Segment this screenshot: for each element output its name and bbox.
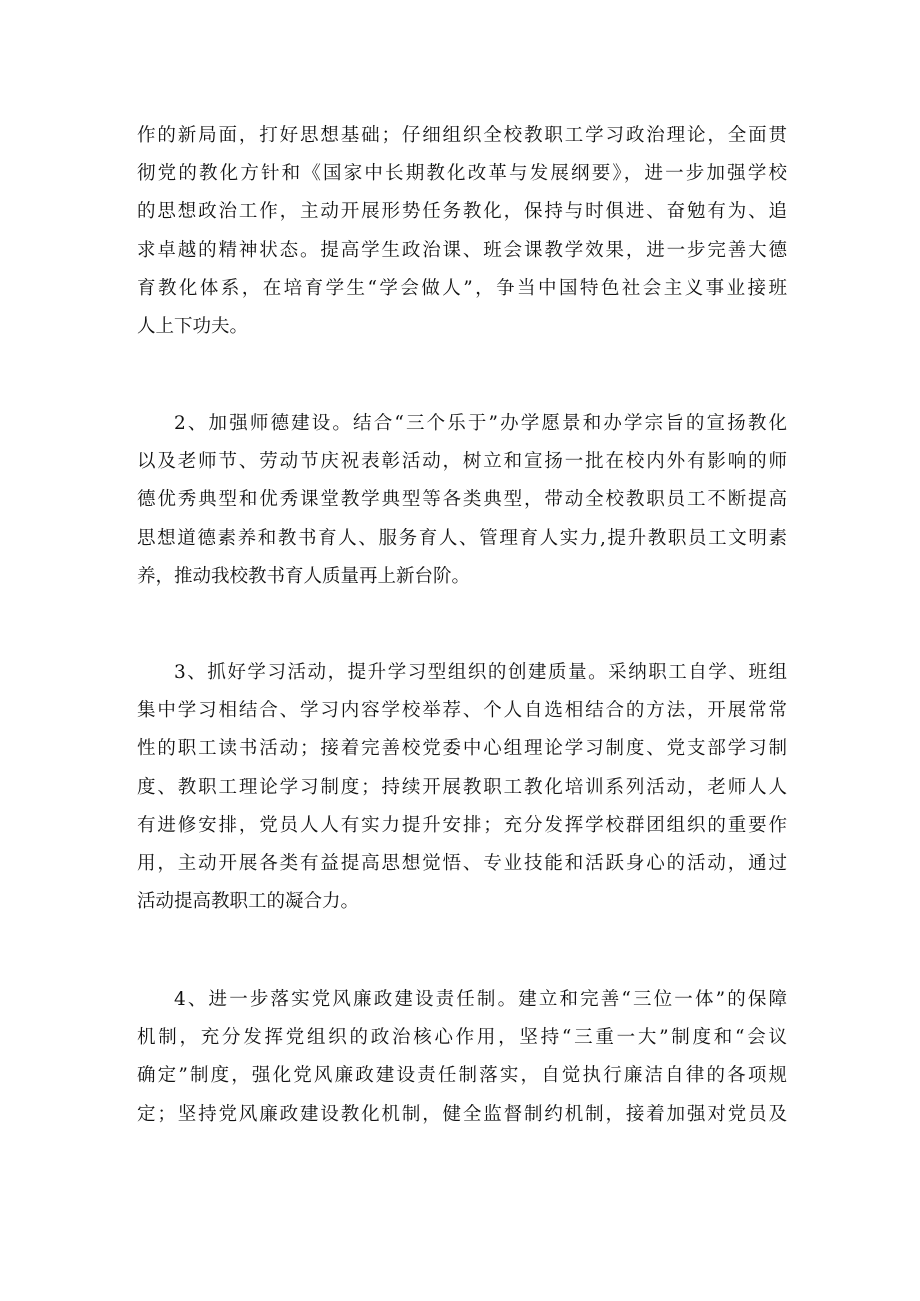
text-line: 性的职工读书活动；接着完善校党委中心组理论学习制度、党支部学习制 bbox=[137, 738, 787, 760]
text-line: 2、加强师德建设。结合“三个乐于”办学愿景和办学宗旨的宣扬教化 bbox=[174, 413, 787, 434]
text-line: 用，主动开展各类有益提高思想觉悟、专业技能和活跃身心的活动，通过 bbox=[137, 852, 787, 874]
text-line: 确定”制度，强化党风廉政建设责任制落实，自觉执行廉洁自律的各项规 bbox=[137, 1065, 787, 1087]
text-line: 的思想政治工作，主动开展形势任务教化，保持与时俱进、奋勉有为、追 bbox=[137, 201, 787, 223]
text-line: 度、教职工理论学习制度；持续开展教职工教化培训系列活动，老师人人 bbox=[137, 776, 787, 798]
text-line: 育教化体系，在培育学生“学会做人”，争当中国特色社会主义事业接班 bbox=[137, 277, 787, 299]
text-line: 养，推动我校教书育人质量再上新台阶。 bbox=[137, 565, 471, 587]
text-line: 有进修安排，党员人人有实力提升安排；充分发挥学校群团组织的重要作 bbox=[137, 814, 787, 836]
text-line: 机制，充分发挥党组织的政治核心作用，坚持“三重一大”制度和“会议 bbox=[137, 1027, 787, 1049]
text-line: 彻党的教化方针和《国家中长期教化改革与发展纲要》，进一步加强学校 bbox=[137, 163, 787, 185]
text-line: 定；坚持党风廉政建设教化机制，健全监督制约机制，接着加强对党员及 bbox=[137, 1103, 787, 1125]
text-line: 作的新局面，打好思想基础；仔细组织全校教职工学习政治理论，全面贯 bbox=[137, 125, 787, 146]
text-line: 思想道德素养和教书育人、服务育人、管理育人实力,提升教职员工文明素 bbox=[137, 527, 787, 549]
paragraph-3 bbox=[137, 654, 787, 921]
text-line: 集中学习相结合、学习内容学校举荐、个人自选相结合的方法，开展常常 bbox=[137, 700, 787, 722]
text-line: 德优秀典型和优秀课堂教学典型等各类典型，带动全校教职员工不断提高 bbox=[137, 489, 787, 511]
paragraph-4 bbox=[137, 981, 787, 1134]
text-line: 求卓越的精神状态。提高学生政治课、班会课教学效果，进一步完善大德 bbox=[137, 239, 787, 261]
text-line: 活动提高教职工的凝合力。 bbox=[137, 891, 360, 913]
text-line: 4、进一步落实党风廉政建设责任制。建立和完善“三位一体”的保障 bbox=[174, 989, 787, 1010]
text-line: 3、抓好学习活动，提升学习型组织的创建质量。采纳职工自学、班组 bbox=[174, 662, 787, 683]
paragraph-2 bbox=[137, 405, 787, 596]
paragraph-1 bbox=[137, 117, 787, 346]
text-line: 人上下功夫。 bbox=[137, 315, 249, 337]
text-line: 以及老师节、劳动节庆祝表彰活动，树立和宣扬一批在校内外有影响的师 bbox=[137, 451, 787, 473]
